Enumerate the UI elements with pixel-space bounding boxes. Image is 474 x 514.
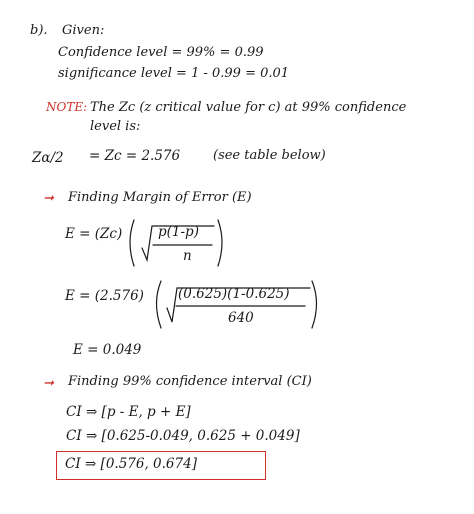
note-line-2: level is: [90, 119, 141, 134]
table-reference-note: (see table below) [213, 148, 326, 163]
z-alpha-lhs: Zα/2 [32, 150, 64, 166]
z-critical-value: = Zc = 2.576 [89, 148, 181, 164]
arrow-right-icon: ➞ [43, 191, 54, 206]
confidence-line: Confidence level = 99% = 0.99 [58, 45, 264, 60]
substituted-close-paren [312, 281, 317, 328]
formula-denominator: n [183, 248, 192, 264]
formula-numerator: p(1-p) [158, 224, 199, 240]
formula-radical [142, 226, 214, 260]
margin-of-error-result: E = 0.049 [73, 342, 142, 358]
ci-final-answer: CI ⇒ [0.576, 0.674] [65, 456, 197, 472]
substituted-numerator: (0.625)(1-0.625) [178, 286, 290, 302]
substituted-lhs: E = (2.576) [65, 288, 144, 304]
substituted-denominator: 640 [228, 310, 254, 326]
arrow-right-icon: ➞ [43, 376, 54, 391]
ci-substituted-line: CI ⇒ [0.625-0.049, 0.625 + 0.049] [66, 428, 300, 444]
confidence-interval-heading: Finding 99% confidence interval (CI) [68, 374, 312, 389]
substituted-open-paren [157, 281, 162, 328]
note-line-1: The Zc (z critical value for c) at 99% confidence [90, 100, 407, 115]
given-heading: Given: [62, 23, 105, 38]
note-label: NOTE: [46, 100, 88, 114]
formula-open-paren [130, 220, 134, 266]
part-label: b). [30, 23, 48, 38]
formula-close-paren [218, 220, 222, 266]
ci-formula-line: CI ⇒ [p - E, p + E] [66, 404, 191, 420]
significance-line: significance level = 1 - 0.99 = 0.01 [58, 66, 290, 81]
formula-lhs: E = (Zc) [65, 226, 123, 242]
margin-of-error-heading: Finding Margin of Error (E) [68, 190, 252, 205]
substituted-radical [167, 288, 310, 322]
